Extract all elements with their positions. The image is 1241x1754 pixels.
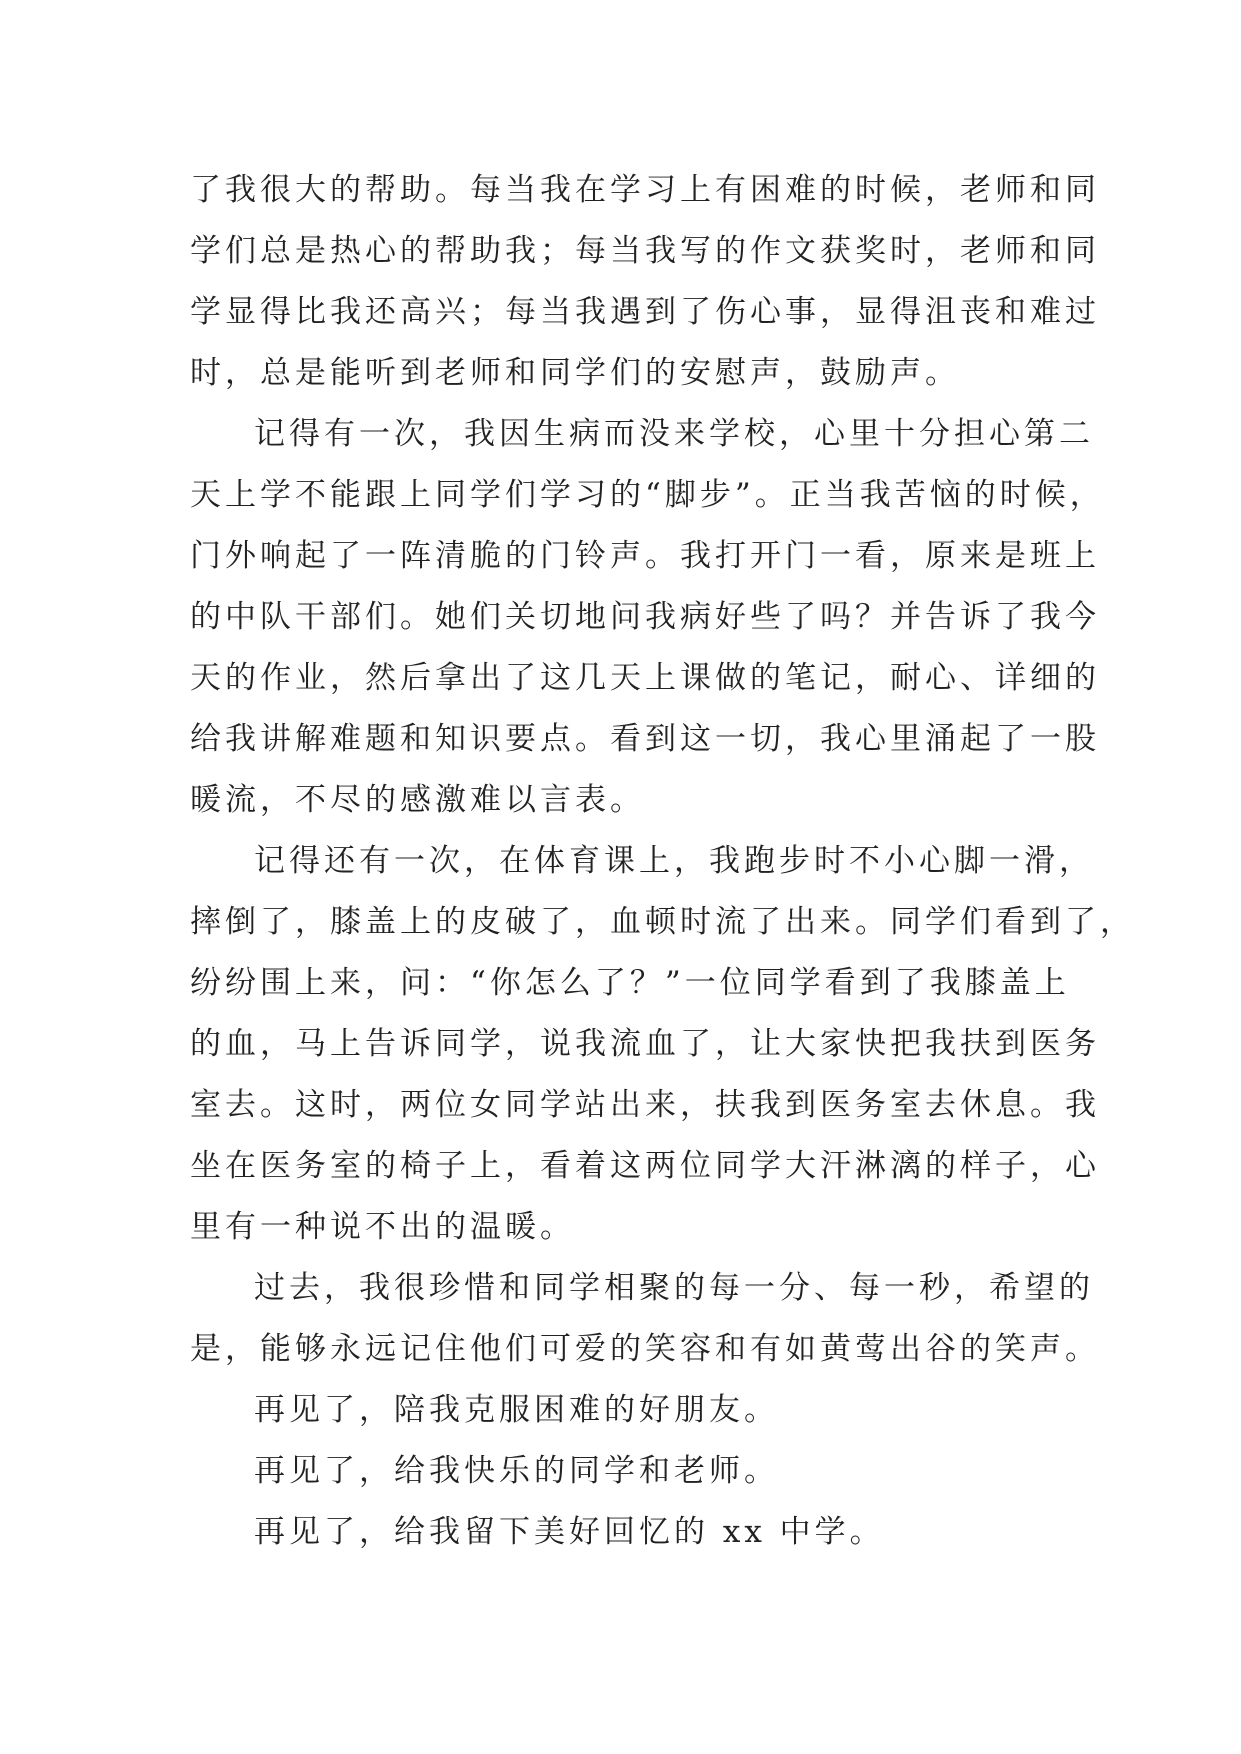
text-line: 摔倒了，膝盖上的皮破了，血顿时流了出来。同学们看到了， [190,904,1135,940]
text-line: 室去。这时，两位女同学站出来，扶我到医务室去休息。我 [190,1087,1100,1123]
text-line: 过去，我很珍惜和同学相聚的每一分、每一秒，希望的 [254,1270,1094,1306]
text-line: 再见了，给我留下美好回忆的 xx 中学。 [254,1514,885,1550]
text-line: 再见了，陪我克服困难的好朋友。 [254,1392,779,1428]
text-line: 学显得比我还高兴；每当我遇到了伤心事，显得沮丧和难过 [190,294,1100,330]
text-line: 的中队干部们。她们关切地问我病好些了吗？并告诉了我今 [190,599,1100,635]
text-line: 记得有一次，我因生病而没来学校，心里十分担心第二 [254,416,1094,452]
text-line: 天的作业，然后拿出了这几天上课做的笔记，耐心、详细的 [190,660,1100,696]
text-line: 记得还有一次，在体育课上，我跑步时不小心脚一滑， [254,843,1094,879]
text-line: 门外响起了一阵清脆的门铃声。我打开门一看，原来是班上 [190,538,1100,574]
text-line: 的血，马上告诉同学，说我流血了，让大家快把我扶到医务 [190,1026,1100,1062]
text-line: 坐在医务室的椅子上，看着这两位同学大汗淋漓的样子，心 [190,1148,1100,1184]
text-line: 学们总是热心的帮助我；每当我写的作文获奖时，老师和同 [190,233,1100,269]
text-line: 时，总是能听到老师和同学们的安慰声，鼓励声。 [190,355,960,391]
text-line: 是，能够永远记住他们可爱的笑容和有如黄莺出谷的笑声。 [190,1331,1100,1367]
text-line: 再见了，给我快乐的同学和老师。 [254,1453,779,1489]
text-line: 了我很大的帮助。每当我在学习上有困难的时候，老师和同 [190,172,1100,208]
text-line: 给我讲解难题和知识要点。看到这一切，我心里涌起了一股 [190,721,1100,757]
text-line: 天上学不能跟上同学们学习的“脚步”。正当我苦恼的时候， [190,477,1105,513]
text-line: 里有一种说不出的温暖。 [190,1209,575,1245]
document-body [190,160,1135,1563]
text-line: 暖流，不尽的感激难以言表。 [190,782,645,818]
text-line: 纷纷围上来，问：“你怎么了？”一位同学看到了我膝盖上 [190,965,1070,1001]
